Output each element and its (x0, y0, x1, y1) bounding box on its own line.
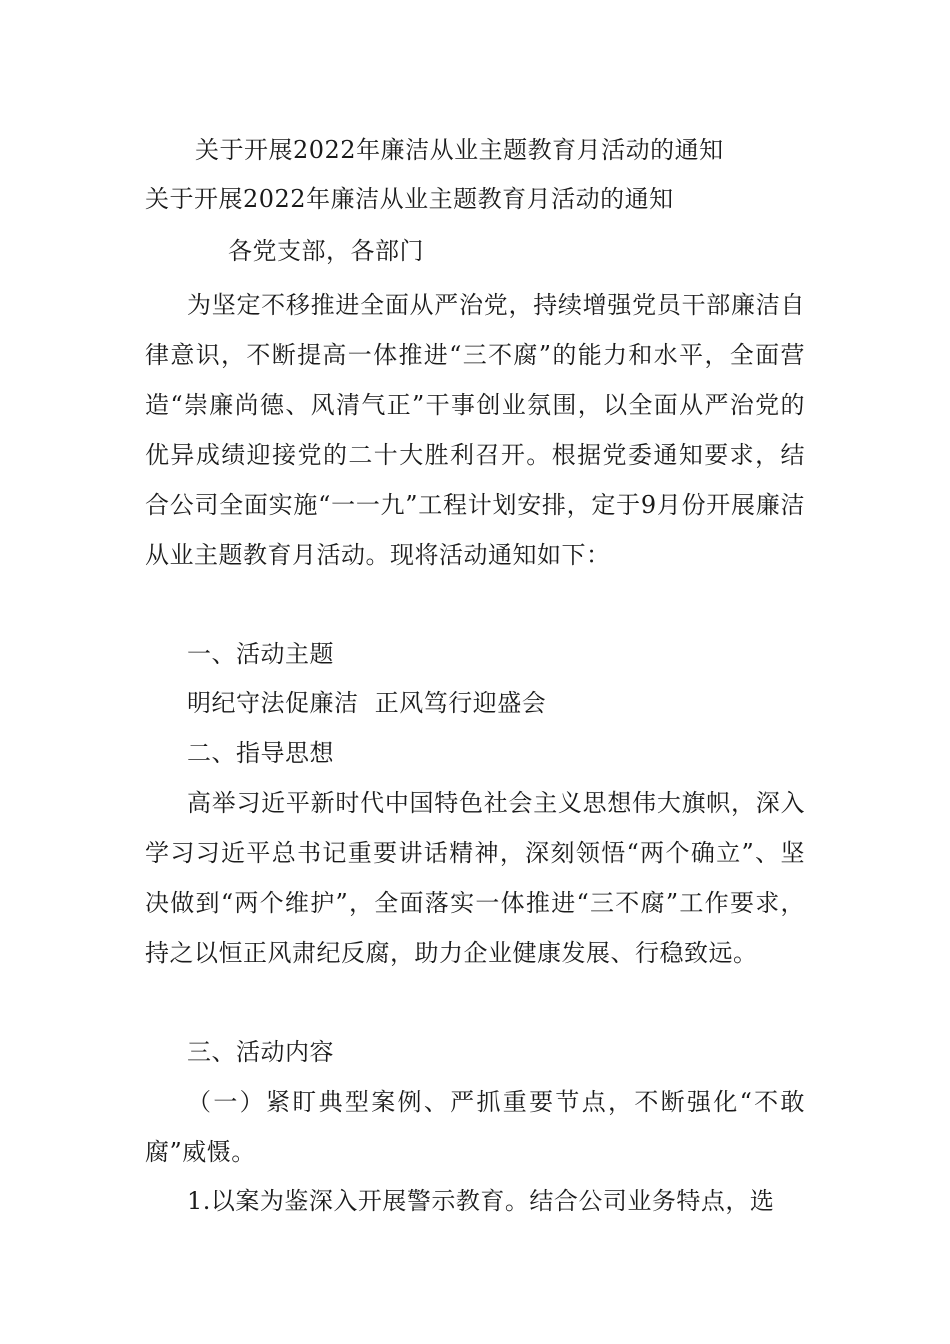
activity-item-1: （一）紧盯典型案例、严抓重要节点，不断强化“不敢腐”威慑。 (145, 1088, 805, 1166)
document-title-repeat: 关于开展2022年廉洁从业主题教育月活动的通知 (145, 185, 674, 213)
section-heading-guiding-ideology: 二、指导思想 (187, 739, 334, 767)
guiding-ideology-paragraph: 高举习近平新时代中国特色社会主义思想伟大旗帜，深入学习习近平总书记重要讲话精神，深刻领悟“两个确立”、坚决做到“两个维护”，全面落实一体推进“三不腐”工作要求，持之以恒正风肃纪反腐，助力企业健康发展、行稳致远。 (145, 789, 805, 967)
document-title: 关于开展2022年廉洁从业主题教育月活动的通知 (195, 136, 724, 164)
intro-paragraph: 为坚定不移推进全面从严治党，持续增强党员干部廉洁自律意识，不断提高一体推进“三不腐”的能力和水平，全面营造“崇廉尚德、风清气正”干事创业氛围，以全面从严治党的优异成绩迎接党的二十大胜利召开。根据党委通知要求，结合公司全面实施“一一九”工程计划安排，定于9月份开展廉洁从业主题教育月活动。现将活动通知如下： (145, 291, 805, 569)
theme-slogan: 明纪守法促廉洁 正风笃行迎盛会 (187, 689, 547, 717)
activity-subitem-1: 1.以案为鉴深入开展警示教育。结合公司业务特点，选 (187, 1187, 775, 1215)
salutation: 各党支部，各部门 (228, 237, 424, 265)
section-heading-theme: 一、活动主题 (187, 640, 334, 668)
section-heading-activity-content: 三、活动内容 (187, 1038, 334, 1066)
